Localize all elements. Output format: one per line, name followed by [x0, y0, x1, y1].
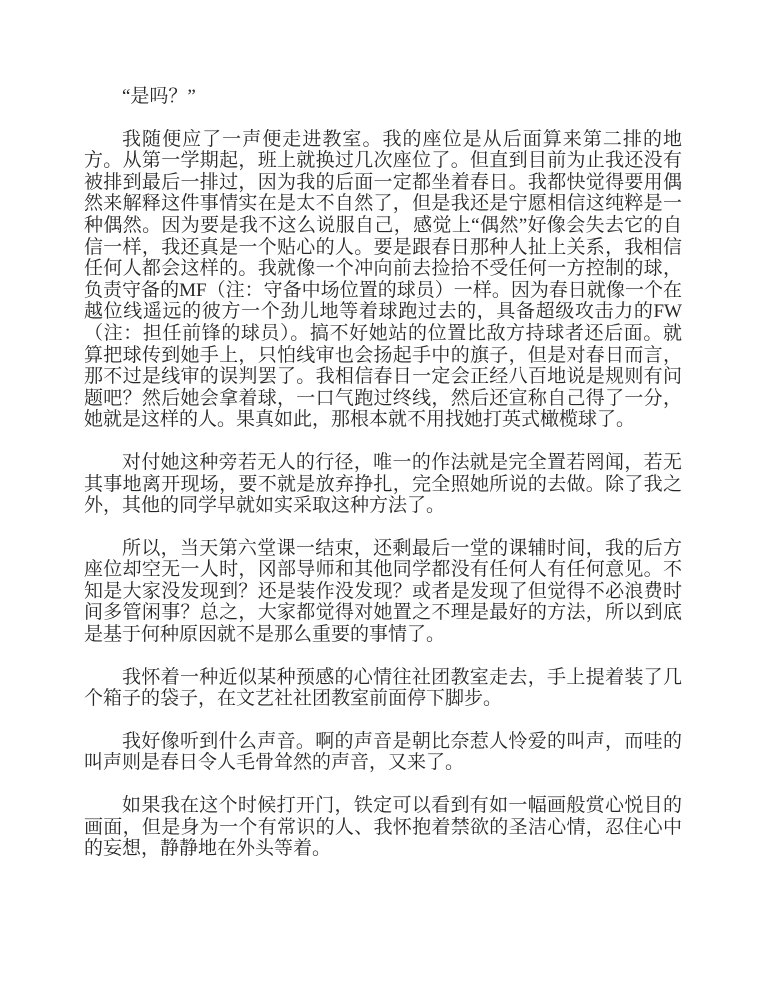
paragraph: 对付她这种旁若无人的行径，唯一的作法就是完全置若罔闻，若无其事地离开现场，要不就是放弃挣扎，完全照她所说的去做。除了我之外，其他的同学早就如实采取这种方法了。	[84, 451, 682, 517]
text-column	[84, 86, 682, 881]
paragraph: 如果我在这个时候打开门，铁定可以看到有如一幅画般赏心悦目的画面，但是身为一个有常识的人、我怀抱着禁欲的圣洁心情，忍住心中的妄想，静静地在外头等着。	[84, 795, 682, 860]
paragraph: 所以，当天第六堂课一结束，还剩最后一堂的课辅时间，我的后方座位却空无一人时，冈部导师和其他同学都没有任何人有任何意见。不知是大家没发现到？还是装作没发现？或者是发现了但觉得不必浪费时间多管闲事？总之，大家都觉得对她置之不理是最好的方法，所以到底是基于何种原因就不是那么重要的事情了。	[84, 537, 682, 646]
paragraph: 我好像听到什么声音。啊的声音是朝比奈惹人怜爱的叫声，而哇的叫声则是春日令人毛骨耸然的声音，又来了。	[84, 730, 682, 774]
paragraph: 我怀着一种近似某种预感的心情往社团教室走去，手上提着装了几个箱子的袋子，在文艺社社团教室前面停下脚步。	[84, 666, 682, 710]
dialogue-line: “是吗？”	[122, 86, 196, 107]
paragraph: 我随便应了一声便走进教室。我的座位是从后面算来第二排的地方。从第一学期起，班上就换过几次座位了。但直到目前为止我还没有被排到最后一排过，因为我的后面一定都坐着春日。我都快觉得要用偶然来解释这件事情实在是太不自然了，但是我还是宁愿相信这纯粹是一种偶然。因为要是我不这么说服自己，感觉上“偶然”好像会失去它的自信一样，我还真是一个贴心的人。要是跟春日那种人扯上关系，我相信任何人都会这样的。我就像一个冲向前去捡拾不受任何一方控制的球，负责守备的MF（注：守备中场位置的球员）一样。因为春日就像一个在越位线遥远的彼方一个劲儿地等着球跑过去的，具备超级攻击力的FW（注：担任前锋的球员）。搞不好她站的位置比敌方持球者还后面。就算把球传到她手上，只怕线审也会扬起手中的旗子，但是对春日而言，那不过是线审的误判罢了。我相信春日一定会正经八百地说是规则有问题吧？然后她会拿着球，一口气跑过终线，然后还宣称自己得了一分，她就是这样的人。果真如此，那根本就不用找她打英式橄榄球了。	[84, 128, 682, 431]
